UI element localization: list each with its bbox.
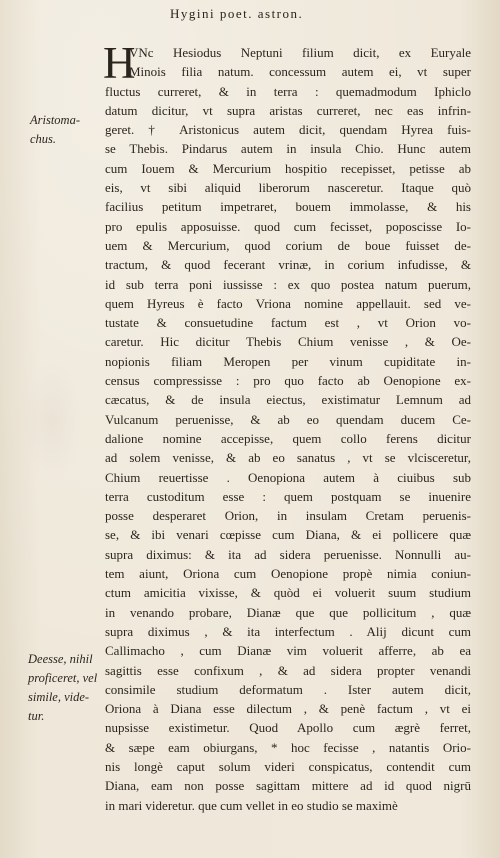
text-line: tustate & consuetudine factum est , vt Orion vo- (105, 315, 471, 331)
text-line: in mari videretur. que cum vellet in eo studio se maximè (105, 797, 398, 813)
text-line: VNc Hesiodus Neptuni filium dicit, ex Euryale (129, 45, 471, 60)
margin-note-aristomachus (30, 111, 106, 149)
text-line: datum dicitur, vt supra aristas curreret, nec eas infrin- (105, 102, 471, 118)
margin-note-line: chus. (30, 132, 57, 146)
text-line: nis longè caput solum videri conspicatus, contendit cum (105, 758, 471, 774)
text-line: cæcatus, & de insula eiectus, existimatur Lemnum ad (105, 392, 471, 408)
text-line: nupsisse existimetur. Quod Apollo cum ægrè ferret, (105, 720, 471, 736)
text-line: Chium reuertisse . Oenopiona autem à ciuibus sub (105, 469, 471, 485)
text-line: fluctus curreret, & in terra : quemadmodum Iphiclo (105, 83, 471, 99)
text-line: eis, vt sibi aliquid liberorum nasceretur. Itaque quò (105, 180, 471, 196)
margin-note-line: proficeret, vel (28, 671, 98, 685)
running-head: Hygini poet. astron. (170, 6, 304, 21)
text-line: id sub terra poni iussisse : ex quo postea natum puerum, (105, 276, 471, 292)
text-line: pro epulis apposuisse. quod cum fecisset, poposcisse Io- (105, 218, 471, 234)
text-line: nopionis filiam Meropen per vinum cupiditate in- (105, 353, 471, 369)
text-line: Oriona à Diana esse dilectum , & penè factum , vt ei (105, 701, 471, 717)
text-line: consimile studium deformatum . Ister autem dicit, (105, 681, 471, 697)
text-line: posse desperaret Orion, in insulam Cretam peruenis- (105, 508, 471, 524)
margin-note-line: Deesse, nihil (28, 652, 93, 666)
text-line: tractum, & quod fecerant vrinæ, in corium infudisse, & (105, 257, 471, 273)
text-line: Vulcanum peruenisse, & ab eo quendam ducem Ce- (105, 411, 471, 427)
drop-cap: H (103, 38, 136, 88)
text-line: caretur. Hic dicitur Thebis Chium venisse , & Oe- (105, 334, 471, 350)
body-text (103, 38, 471, 815)
text-line: ad solem venisse, & ab eo sanatus , vt se vlcisceretur, (105, 450, 471, 466)
text-line: census compressisse : pro quo facto ab Oenopione ex- (105, 373, 471, 389)
text-line: uem & Mercurium, quod corium de boue fuisset de- (105, 237, 471, 253)
text-line: se Thebis. Pindarus autem in insula Chio. Hunc autem (105, 141, 471, 157)
text-line: supra diximus: & ita ad sidera peruenisse. Nonnulli au- (105, 546, 471, 562)
margin-note-line: simile, vide- (28, 690, 90, 704)
ink-bleed-through (22, 360, 82, 480)
text-line: ctum amicitia vixisse, & quòd ei voluerit suum studium (105, 585, 471, 601)
text-line: Diana, eam non posse sagittam mittere ad id quod nigrū (105, 778, 471, 794)
text-line: terra custoditum esse : quem postquam se inuenire (105, 488, 471, 504)
text-line: Minois filia natum. concessum autem ei, vt super (129, 64, 471, 80)
text-line: cum Iouem & Mercurium hospitio recepisset, petisse ab (105, 160, 471, 176)
text-line: se, & ibi venari cœpisse cum Diana, & ei pollicere quæ (105, 527, 471, 543)
margin-note-deesse (28, 650, 104, 726)
text-line: & sæpe eam obiurgans, * hoc fecisse , natantis Orio- (105, 739, 471, 755)
text-line: sagittis esse confixum , & ad sidera propter venandi (105, 662, 471, 678)
margin-note-line: Aristoma- (30, 113, 80, 127)
margin-note-line: tur. (28, 709, 45, 723)
text-line: tem aiunt, Oriona cum Oenopione propè nimia coniun- (105, 566, 471, 582)
text-line: in venando probare, Dianæ que que pollicitum , quæ (105, 604, 471, 620)
text-line: quem Hyreus è facto Vriona nomine appellauit. sed ve- (105, 295, 471, 311)
text-line: supra diximus , & ita interfectum . Alij dicunt cum (105, 623, 471, 639)
text-line: dalione nomine accepisse, quem collo ferens dicitur (105, 430, 471, 446)
text-line: Callimacho , cum Dianæ vim voluerit afferre, ab ea (105, 643, 471, 659)
text-line: geret. † Aristonicus autem dicit, quendam Hyrea fuis- (105, 122, 471, 138)
text-line: facilius petitum impetraret, bouem immolasse, & his (105, 199, 471, 215)
